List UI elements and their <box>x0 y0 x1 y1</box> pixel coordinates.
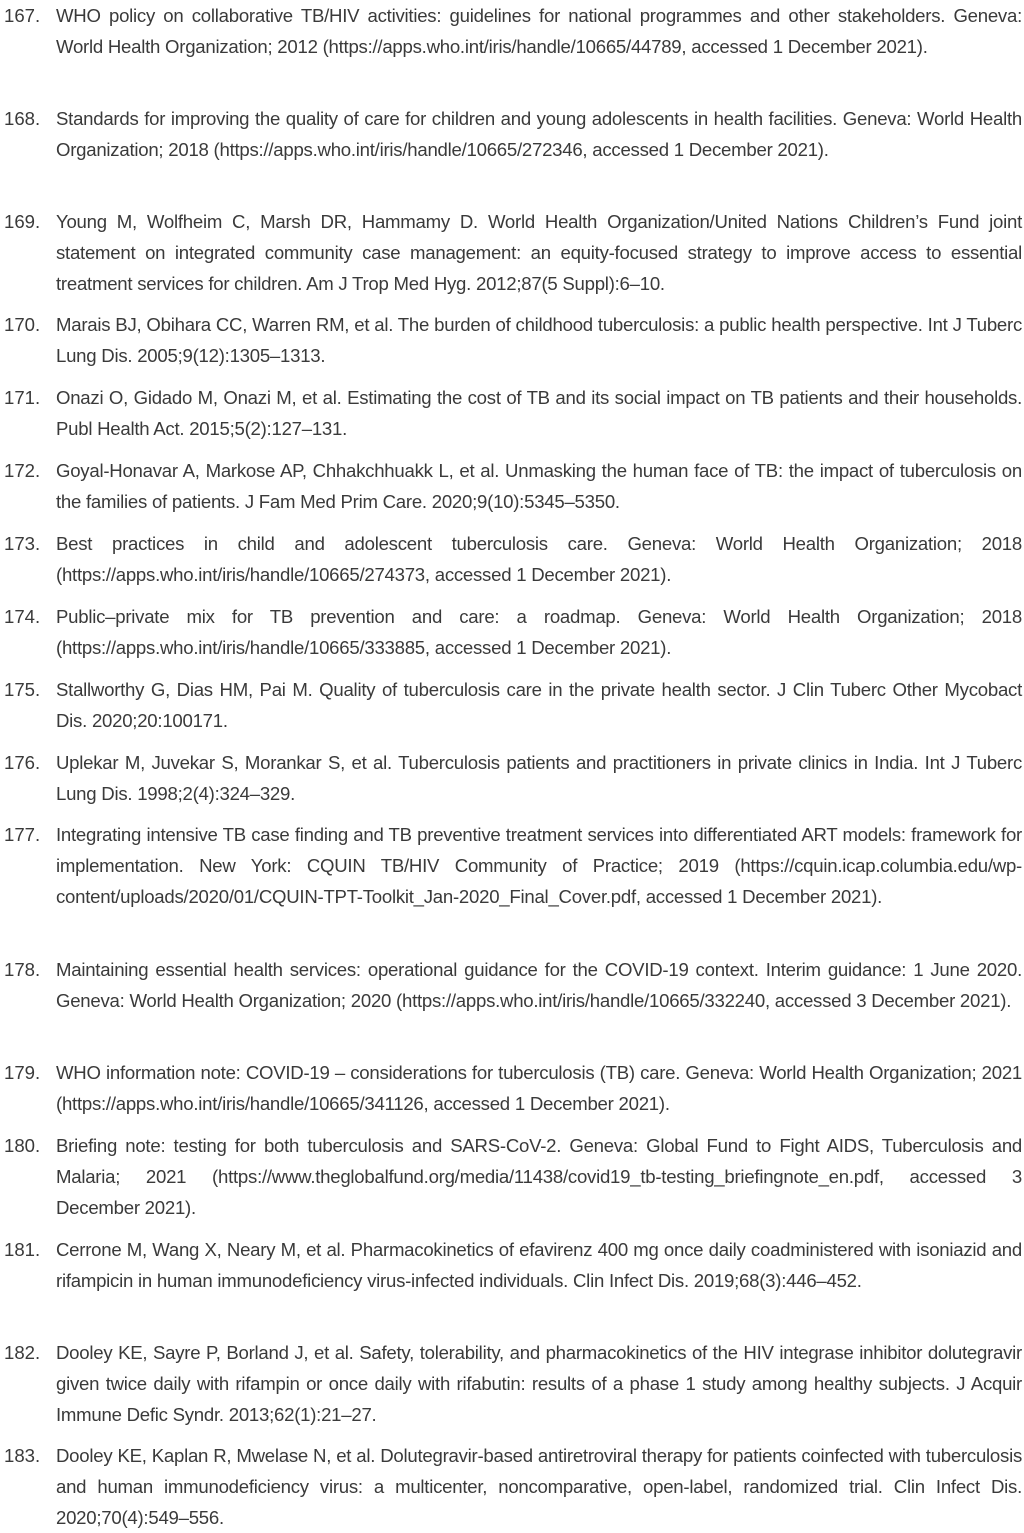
reference-number: 171. <box>4 387 41 408</box>
reference-text: WHO policy on collaborative TB/HIV activities: guidelines for national programmes and other stakeholders. Geneva: World Health Organization; 2012 (https://apps.who.int/iris/handle/10665/44789, accessed 1 December 2021). <box>56 5 1022 57</box>
reference-text: Marais BJ, Obihara CC, Warren RM, et al. The burden of childhood tuberculosis: a public health perspective. Int J Tuberc Lung Dis. 2005;9(12):1305–1313. <box>56 314 1022 366</box>
reference-text: Briefing note: testing for both tuberculosis and SARS-CoV-2. Geneva: Global Fund to Fight AIDS, Tuberculosis and Malaria; 2021 (https://www.theglobalfund.org/media/11438/covid19_tb-testing_briefingnote_en.pdf, accessed 3 December 2021). <box>56 1135 1022 1218</box>
reference-text: Standards for improving the quality of care for children and young adolescents in health facilities. Geneva: World Health Organization; 2018 (https://apps.who.int/iris/handle/10665/272346, accessed 1 December 2021). <box>56 108 1022 160</box>
reference-text: Cerrone M, Wang X, Neary M, et al. Pharmacokinetics of efavirenz 400 mg once daily coadministered with isoniazid and rifampicin in human immunodeficiency virus-infected individuals. Clin Infect Dis. 2019;68(3):446–452. <box>56 1239 1022 1291</box>
reference-number: 183. <box>4 1445 41 1466</box>
reference-number: 174. <box>4 606 41 627</box>
reference-text: Goyal-Honavar A, Markose AP, Chhakchhuakk L, et al. Unmasking the human face of TB: the impact of tuberculosis on the families of patients. J Fam Med Prim Care. 2020;9(10):5345–5350. <box>56 460 1022 512</box>
reference-text: WHO information note: COVID-19 – considerations for tuberculosis (TB) care. Geneva: World Health Organization; 2021 (https://apps.who.int/iris/handle/10665/341126, accessed 1 December 2021). <box>56 1062 1022 1114</box>
reference-number: 179. <box>4 1062 41 1083</box>
reference-number: 180. <box>4 1135 41 1156</box>
reference-text: Best practices in child and adolescent tuberculosis care. Geneva: World Health Organization; 2018 (https://apps.who.int/iris/handle/10665/274373, accessed 1 December 2021). <box>56 533 1022 585</box>
reference-number: 178. <box>4 959 41 980</box>
reference-number: 181. <box>4 1239 41 1260</box>
reference-text: Onazi O, Gidado M, Onazi M, et al. Estimating the cost of TB and its social impact on TB patients and their households. Publ Health Act. 2015;5(2):127–131. <box>56 387 1022 439</box>
reference-text: Public–private mix for TB prevention and care: a roadmap. Geneva: World Health Organization; 2018 (https://apps.who.int/iris/handle/10665/333885, accessed 1 December 2021). <box>56 606 1022 658</box>
reference-number: 173. <box>4 533 41 554</box>
reference-number: 177. <box>4 824 41 845</box>
reference-number: 170. <box>4 314 41 335</box>
reference-text: Uplekar M, Juvekar S, Morankar S, et al. Tuberculosis patients and practitioners in private clinics in India. Int J Tuberc Lung Dis. 1998;2(4):324–329. <box>56 752 1022 804</box>
reference-number: 169. <box>4 211 41 232</box>
reference-text: Maintaining essential health services: operational guidance for the COVID-19 context. Interim guidance: 1 June 2020. Geneva: World Health Organization; 2020 (https://apps.who.int/iris/handle/10665/332240, accessed 3 December 2021). <box>56 959 1022 1011</box>
reference-text: Young M, Wolfheim C, Marsh DR, Hammamy D. World Health Organization/United Nations Children’s Fund joint statement on integrated community case management: an equity-focused strategy to improve access to essential treatment services for children. Am J Trop Med Hyg. 2012;87(5 Suppl):6–10. <box>56 211 1022 294</box>
reference-number: 168. <box>4 108 41 129</box>
reference-number: 176. <box>4 752 41 773</box>
reference-text: Dooley KE, Sayre P, Borland J, et al. Safety, tolerability, and pharmacokinetics of the HIV integrase inhibitor dolutegravir given twice daily with rifampin or once daily with rifabutin: results of a phase 1 study among healthy subjects. J Acquir Immune Defic Syndr. 2013;62(1):21–27. <box>56 1342 1022 1425</box>
reference-number: 167. <box>4 5 41 26</box>
reference-number: 172. <box>4 460 41 481</box>
reference-number: 182. <box>4 1342 41 1363</box>
reference-text: Integrating intensive TB case finding and TB preventive treatment services into differentiated ART models: framework for implementation. New York: CQUIN TB/HIV Community of Practice; 2019 (https://cquin.icap.columbia.edu/wp-content/uploads/2020/01/CQUIN-TPT-Toolkit_Jan-2020_Final_Cover.pdf, accessed 1 December 2021). <box>56 824 1022 907</box>
reference-text: Stallworthy G, Dias HM, Pai M. Quality of tuberculosis care in the private health sector. J Clin Tuberc Other Mycobact Dis. 2020;20:100171. <box>56 679 1022 731</box>
reference-number: 175. <box>4 679 41 700</box>
reference-text: Dooley KE, Kaplan R, Mwelase N, et al. Dolutegravir-based antiretroviral therapy for patients coinfected with tuberculosis and human immunodeficiency virus: a multicenter, noncomparative, open-label, randomized trial. Clin Infect Dis. 2020;70(4):549–556. <box>56 1445 1022 1528</box>
